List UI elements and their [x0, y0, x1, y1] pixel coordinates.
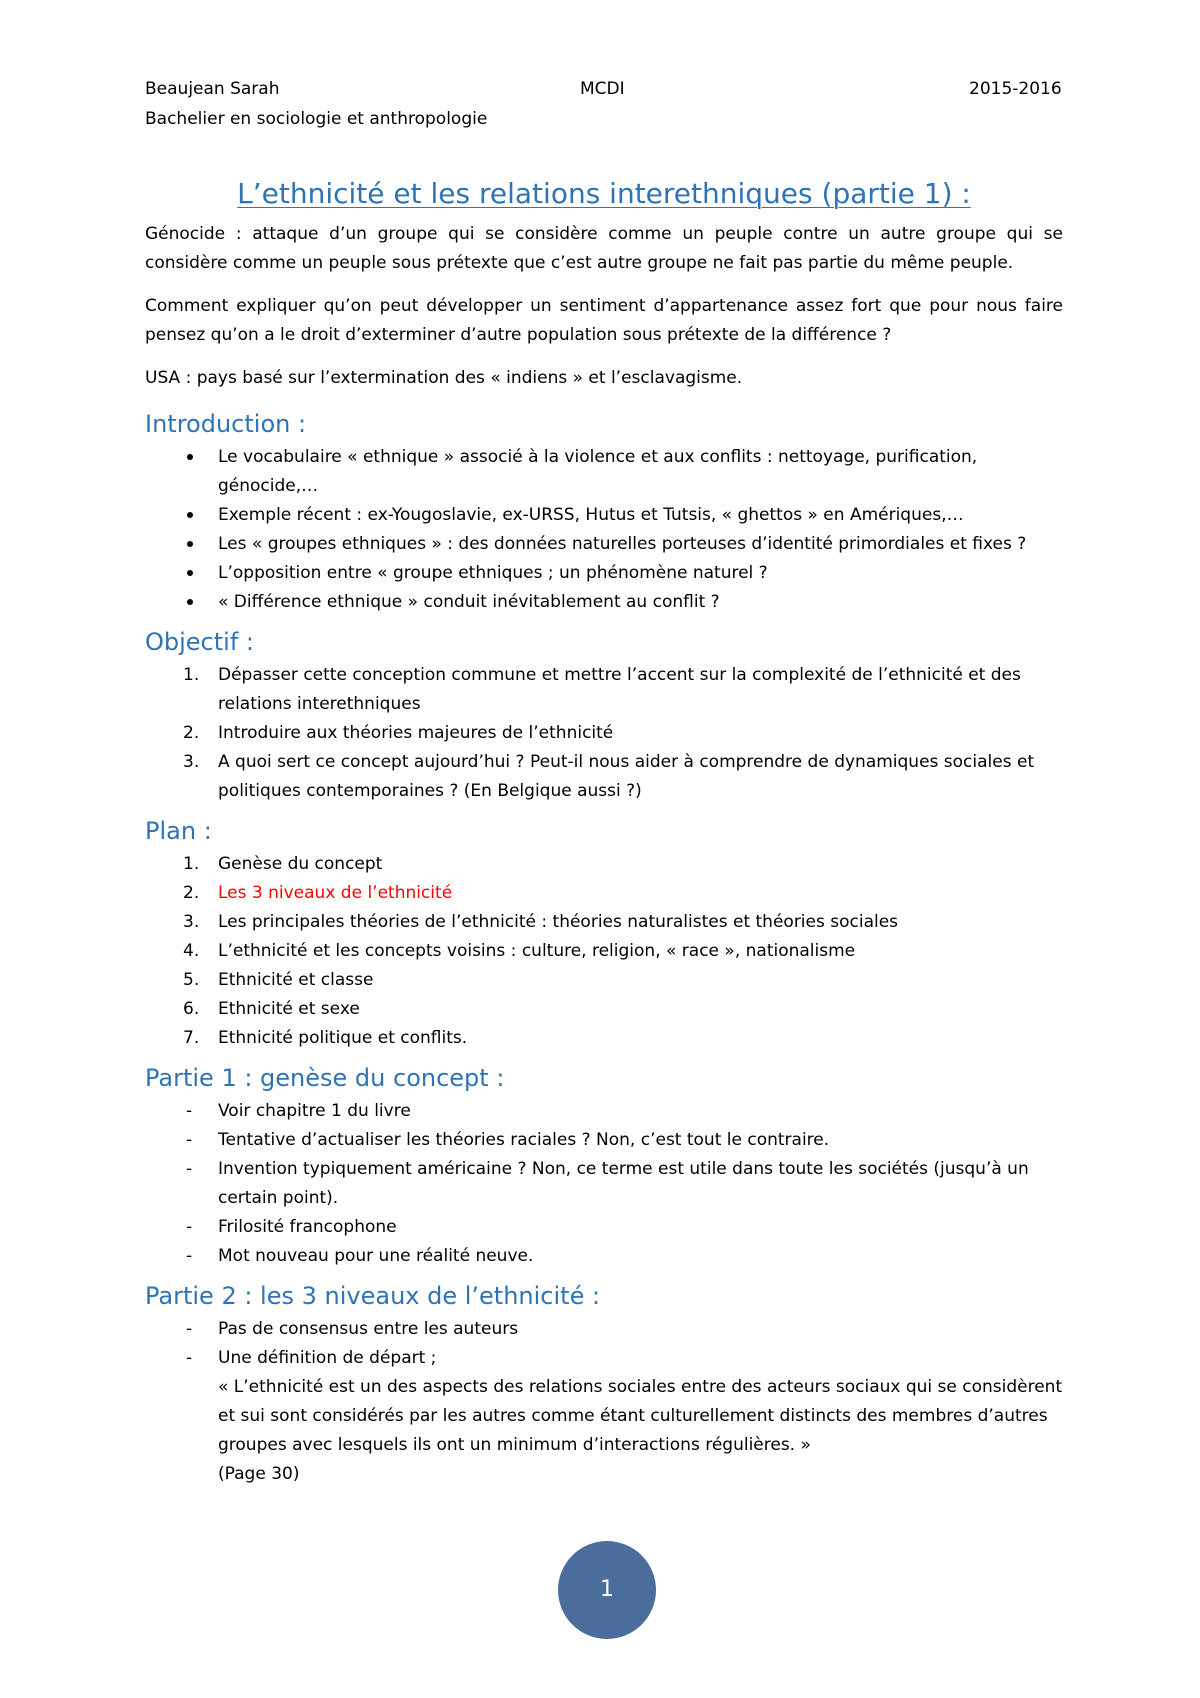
- list-item: Les « groupes ethniques » : des données naturelles porteuses d’identité primordiales et fixes ?: [145, 530, 1063, 559]
- list-item: Le vocabulaire « ethnique » associé à la violence et aux conflits : nettoyage, purification, génocide,…: [145, 443, 1063, 501]
- header-author: Beaujean Sarah: [145, 79, 280, 99]
- bullet-icon: [187, 541, 193, 547]
- introduction-list: [145, 443, 1063, 617]
- heading-plan: Plan :: [145, 817, 212, 845]
- highlighted-item: Les 3 niveaux de l’ethnicité: [218, 883, 453, 903]
- dash-marker: -: [186, 1101, 193, 1121]
- dash-marker: -: [186, 1130, 193, 1150]
- list-item: 4. L’ethnicité et les concepts voisins : culture, religion, « race », nationalisme: [183, 941, 856, 961]
- definition-quote: « L’ethnicité est un des aspects des relations sociales entre des acteurs sociaux qui se considèrent et sui sont considérés par les autres comme étant culturellement distincts des membres d’autres groupes avec lesquels ils ont un minimum d’interactions régulières. »: [218, 1377, 1063, 1455]
- list-item: 5. Ethnicité et classe: [183, 970, 374, 990]
- header-program: Bachelier en sociologie et anthropologie: [145, 109, 488, 129]
- dash-marker: -: [186, 1348, 193, 1368]
- page-number-badge: 1: [558, 1541, 656, 1639]
- list-item: 1. Genèse du concept: [183, 854, 383, 874]
- quote-reference: (Page 30): [218, 1464, 300, 1484]
- list-item: 3. A quoi sert ce concept aujourd’hui ? Peut-il nous aider à comprendre de dynamiques sociales et politiques contemporaines ? (En Belgique aussi ?): [183, 752, 1035, 801]
- document-body: [145, 176, 1063, 1497]
- partie2-list: [145, 1315, 1063, 1489]
- bullet-icon: [187, 570, 193, 576]
- list-item: - Pas de consensus entre les auteurs: [145, 1315, 1063, 1344]
- list-item: « Différence ethnique » conduit inévitablement au conflit ?: [145, 588, 1063, 617]
- heading-introduction: Introduction :: [145, 410, 307, 438]
- paragraph-question: Comment expliquer qu’on peut développer un sentiment d’appartenance assez fort que pour nous faire pensez qu’on a le droit d’exterminer d’autre population sous prétexte de la différence ?: [145, 296, 1063, 345]
- list-item: - Tentative d’actualiser les théories raciales ? Non, c’est tout le contraire.: [145, 1126, 1063, 1155]
- list-item: 1. Dépasser cette conception commune et mettre l’accent sur la complexité de l’ethnicité et des relations interethniques: [183, 665, 1021, 714]
- dash-marker: -: [186, 1159, 193, 1179]
- partie1-list: [145, 1097, 1063, 1271]
- list-item: - Mot nouveau pour une réalité neuve.: [145, 1242, 1063, 1271]
- list-item: - Frilosité francophone: [145, 1213, 1063, 1242]
- list-item: L’opposition entre « groupe ethniques ; un phénomène naturel ?: [145, 559, 1063, 588]
- dash-marker: -: [186, 1319, 193, 1339]
- bullet-icon: [187, 599, 193, 605]
- dash-marker: -: [186, 1246, 193, 1266]
- paragraph-genocide: Génocide : attaque d’un groupe qui se considère comme un peuple contre un autre groupe qui se considère comme un peuple sous prétexte que c’est autre groupe ne fait pas partie du même peuple.: [145, 224, 1063, 273]
- header-year: 2015-2016: [969, 79, 1062, 99]
- list-item: 3. Les principales théories de l’ethnicité : théories naturalistes et théories sociales: [183, 912, 899, 932]
- objectif-list: [145, 661, 1063, 806]
- heading-objectif: Objectif :: [145, 628, 254, 656]
- list-item: 6. Ethnicité et sexe: [183, 999, 360, 1019]
- heading-partie-2: Partie 2 : les 3 niveaux de l’ethnicité :: [145, 1282, 601, 1310]
- list-item: 2. Introduire aux théories majeures de l’ethnicité: [183, 723, 614, 743]
- header-course: MCDI: [580, 79, 625, 99]
- paragraph-usa: USA : pays basé sur l’extermination des « indiens » et l’esclavagisme.: [145, 368, 743, 388]
- list-item: - Invention typiquement américaine ? Non, ce terme est utile dans toute les sociétés (jusqu’à un certain point).: [145, 1155, 1063, 1213]
- heading-partie-1: Partie 1 : genèse du concept :: [145, 1064, 505, 1092]
- list-item: 7. Ethnicité politique et conflits.: [183, 1028, 468, 1048]
- header-left: [145, 78, 487, 138]
- bullet-icon: [187, 512, 193, 518]
- list-item: Exemple récent : ex-Yougoslavie, ex-URSS, Hutus et Tutsis, « ghettos » en Amériques,…: [145, 501, 1063, 530]
- list-item: 2. Les 3 niveaux de l’ethnicité: [183, 883, 453, 903]
- dash-marker: -: [186, 1217, 193, 1237]
- plan-list: [145, 850, 1063, 1053]
- document-title: L’ethnicité et les relations interethniques (partie 1) :: [237, 177, 971, 210]
- list-item: - Une définition de départ ; « L’ethnicité est un des aspects des relations sociales entre des acteurs sociaux qui se considèrent et sui sont considérés par les autres comme étant culturellement distincts des membres d’autres groupes avec lesquels ils ont un minimum d’interactions régulières. » (Page 30): [145, 1344, 1063, 1489]
- bullet-icon: [187, 454, 193, 460]
- list-item: - Voir chapitre 1 du livre: [145, 1097, 1063, 1126]
